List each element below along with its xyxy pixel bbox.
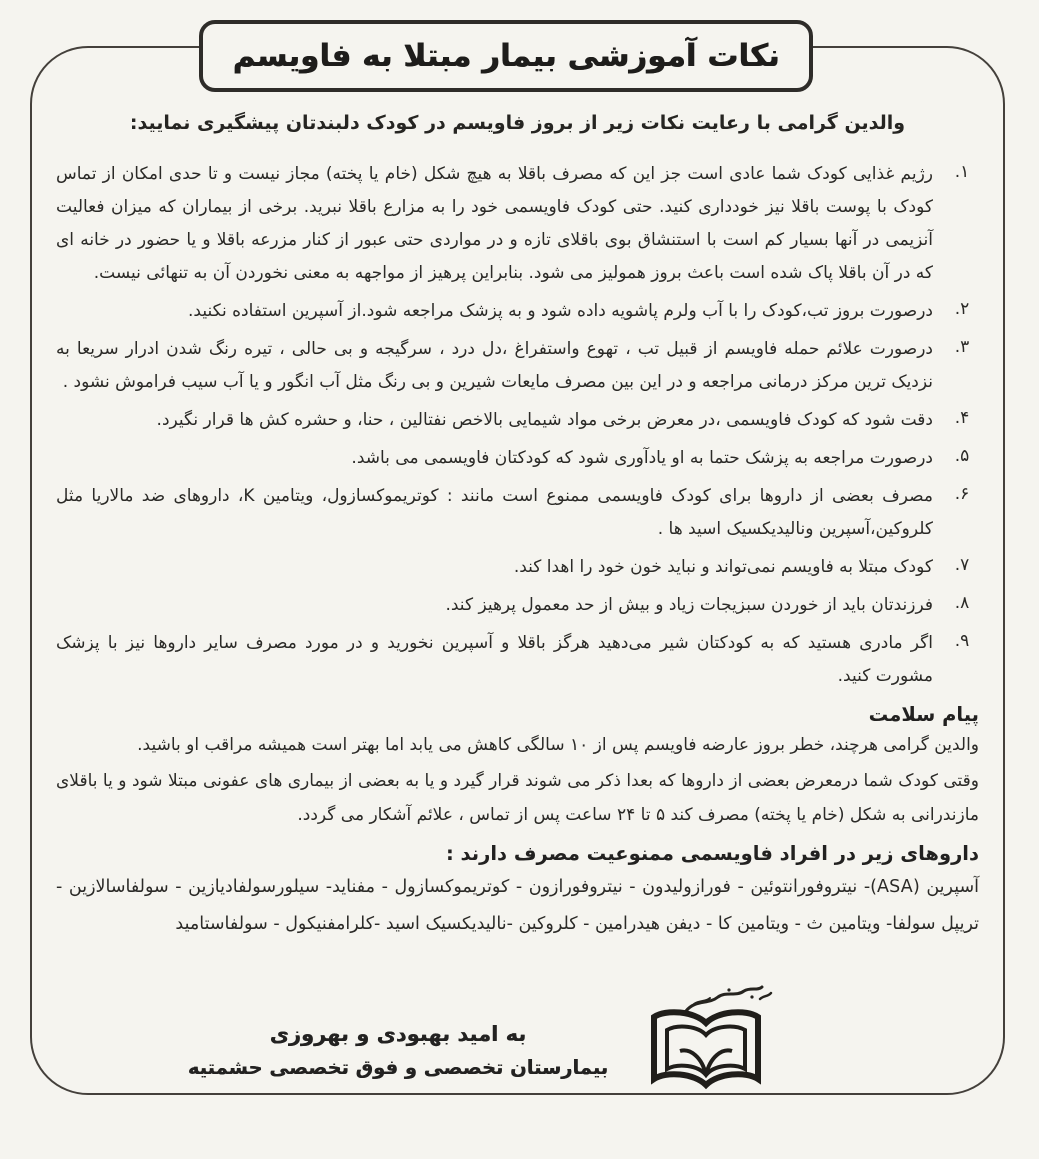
open-book-icon (634, 985, 784, 1097)
page-title: نکات آموزشی بیمار مبتلا به فاویسم (232, 38, 780, 74)
university-logo (634, 985, 784, 1097)
intro-line: والدین گرامی با رعایت نکات زیر از بروز فاویسم در کودک دلبندتان پیشگیری نمایید: (129, 112, 906, 134)
item-text: مصرف بعضی از داروها برای کودک فاویسمی ممنوع است مانند : کوتریموکسازول، ویتامین K، داروهای ضد مالاریا مثل کلروکین،آسپرین ونالیدیکسیک اسید ها . (56, 486, 933, 539)
list-item (56, 589, 979, 622)
item-number: ۳. (954, 337, 970, 357)
item-text: دقت شود که کودک فاویسمی ،در معرض برخی مواد شیمایی بالاخص نفتالین ، حنا، و حشره کش ها قرار نگیرد. (156, 410, 933, 430)
item-number: ۷. (954, 555, 970, 575)
item-number: ۶. (954, 484, 970, 504)
health-message-heading: پیام سلامت (868, 703, 979, 726)
health-message-paragraph: وقتی کودک شما درمعرض بعضی از داروها که بعدا ذکر می شوند قرار گیرد و یا به بعضی از بیماری های عفونی مبتلا شود و یا باقلای مازندرانی به شکل (خام یا پخته) مصرف کند ۵ تا ۲۴ ساعت پس از تماس ، علائم آشکار می گردد. (56, 771, 979, 825)
health-message-paragraph: والدین گرامی هرچند، خطر بروز عارضه فاویسم پس از ۱۰ سالگی کاهش می یابد اما بهتر است همیشه مراقب او باشید. (137, 735, 979, 755)
item-number: ۹. (954, 631, 970, 651)
list-item (56, 295, 979, 328)
footer-text (188, 1004, 608, 1079)
footer-wish: به امید بهبودی و بهروزی (269, 1021, 527, 1046)
list-item (56, 158, 979, 290)
item-text: درصورت علائم حمله فاویسم از قبیل تب ، تهوع واستفراغ ،دل درد ، سرگیجه و بی حالی ، تیره رنگ شدن ادرار سریعا به نزدیک ترین مرکز درمانی مراجعه و در این بین مصرف مایعات شیرین و بی رنگ مثل آب انگور و یا آب سیب فراموش نشود . (56, 339, 933, 392)
item-text: درصورت مراجعه به پزشک حتما به او یادآوری شود که کودکتان فاویسمی می باشد. (351, 448, 933, 468)
item-text: فرزندتان باید از خوردن سبزیجات زیاد و بیش از حد معمول پرهیز کند. (445, 595, 933, 615)
list-item (56, 333, 979, 399)
instructions-list (56, 158, 979, 693)
item-number: ۸. (954, 593, 970, 613)
item-number: ۵. (954, 446, 970, 466)
item-number: ۴. (954, 408, 970, 428)
list-item (56, 627, 979, 693)
document-content (56, 112, 979, 943)
title-box (199, 20, 813, 92)
item-text: کودک مبتلا به فاویسم نمی‌تواند و نباید خون خود را اهدا کند. (513, 557, 933, 577)
list-item (56, 551, 979, 584)
item-number: ۲. (954, 299, 970, 319)
logo-calligraphy (686, 987, 771, 1011)
forbidden-drugs-heading: داروهای زیر در افراد فاویسمی ممنوعیت مصرف دارند : (445, 842, 979, 865)
item-number: ۱. (954, 162, 970, 182)
item-text: رژیم غذایی کودک شما عادی است جز این که مصرف باقلا به هیچ شکل (خام یا پخته) مجاز نیست و تا حدی امکان از تماس کودک با پوست باقلا نیز خودداری کنید. حتی کودک فاویسمی خود را به مزارع باقلا نبرید. برخی از بیماران که میزان فعالیت آنزیمی در آنها بسیار کم است با استنشاق بوی باقلای تازه و در مواردی حتی عبور از کنار مزرعه باقلا و یا حضور در خانه ای که در آن باقلا پاک شده است باعث بروز همولیز می شود. بنابراین پرهیز از مواجهه به معنی نخوردن آن به تنهائی نیست. (56, 164, 933, 283)
forbidden-drugs-list: آسپرین (ASA)- نیتروفورانتوئین - فورازولیدون - نیتروفورازون - کوتریموکسازول - مفناید- سیلورسولفادیازین - سولفاسالازین - تریپل سولفا- ویتامین ث - ویتامین کا - دیفن هیدرامین - کلروکین -نالیدیکسیک اسید -کلرامفنیکول - سولفاستامید (56, 877, 979, 934)
footer-hospital-name: بیمارستان تخصصی و فوق تخصصی حشمتیه (187, 1055, 608, 1079)
list-item (56, 480, 979, 546)
item-text: درصورت بروز تب،کودک را با آب ولرم پاشویه داده شود و به پزشک مراجعه شود.از آسپرین استفاده نکنید. (188, 301, 933, 321)
item-text: اگر مادری هستید که به کودکتان شیر می‌دهید هرگز باقلا و آسپرین نخورید و در مورد مصرف سایر داروها نیز با پزشک مشورت کنید. (56, 633, 933, 686)
footer (188, 985, 784, 1097)
list-item (56, 404, 979, 437)
list-item (56, 442, 979, 475)
book-shape (654, 1012, 758, 1085)
